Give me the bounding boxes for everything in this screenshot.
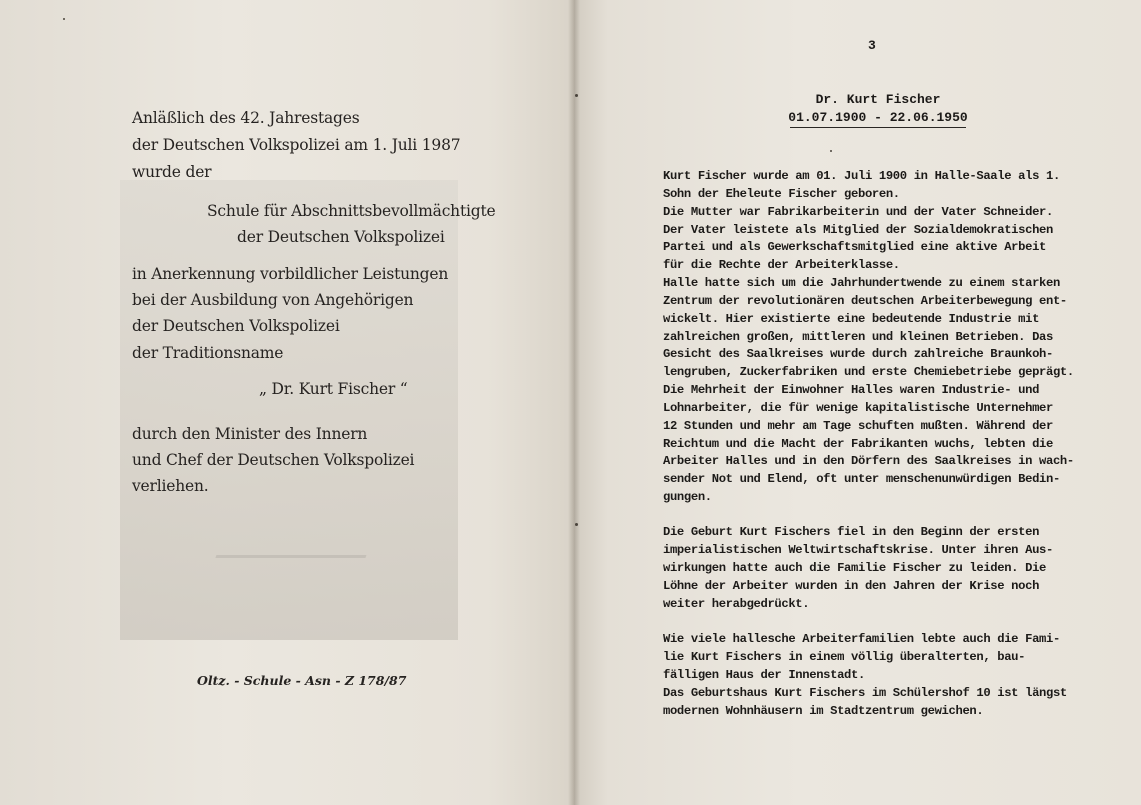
body-line: lie Kurt Fischers in einem völlig überalterten, bau- [663, 650, 1026, 664]
body-line: für die Rechte der Arbeiterklasse. [663, 258, 900, 272]
body-line: Die Mehrheit der Einwohner Halles waren Industrie- und [663, 383, 1040, 397]
body-line: Zentrum der revolutionären deutschen Arbeiterbewegung ent- [663, 294, 1067, 308]
dedication-line: durch den Minister des Innern [132, 425, 368, 443]
body-line: Gesicht des Saalkreises wurde durch zahlreiche Braunkoh- [663, 347, 1053, 361]
body-line: lengruben, Zuckerfabriken und erste Chemiebetriebe geprägt. [663, 365, 1074, 379]
book-gutter [568, 0, 580, 805]
dedication-line: und Chef der Deutschen Volkspolizei [132, 451, 415, 469]
body-line: imperialistischen Weltwirtschaftskrise. Unter ihren Aus- [663, 543, 1053, 557]
body-line: Lohnarbeiter, die für wenige kapitalistische Unternehmer [663, 401, 1053, 415]
dedication-line: wurde der [132, 163, 212, 181]
binding-mark [575, 94, 578, 97]
dedication-line: in Anerkennung vorbildlicher Leistungen [132, 265, 449, 283]
body-line: gungen. [663, 490, 712, 504]
body-line: Reichtum und die Macht der Fabrikanten wuchs, lebten die [663, 437, 1053, 451]
body-line: Die Geburt Kurt Fischers fiel in den Beginn der ersten [663, 525, 1040, 539]
tradition-name: „ Dr. Kurt Fischer “ [259, 380, 408, 398]
dedication-line: der Deutschen Volkspolizei [132, 317, 340, 335]
dedication-line: Anläßlich des 42. Jahrestages [132, 109, 360, 127]
biography-heading [780, 0, 976, 130]
heading-title: Dr. Kurt Fischer [815, 92, 941, 107]
heading-underline [790, 127, 966, 128]
body-line: modernen Wohnhäusern im Stadtzentrum gewichen. [663, 704, 984, 718]
body-line: Sohn der Eheleute Fischer geboren. [663, 187, 900, 201]
body-line: Arbeiter Halles und in den Dörfern des Saalkreises in wach- [663, 454, 1074, 468]
body-line: fälligen Haus der Innenstadt. [663, 668, 865, 682]
print-code: Oltz. - Schule - Asn - Z 178/87 [197, 673, 407, 688]
body-line: Das Geburtshaus Kurt Fischers im Schülershof 10 ist längst [663, 686, 1067, 700]
page-number: 3 [868, 38, 876, 53]
body-line: Der Vater leistete als Mitglied der Sozialdemokratischen [663, 223, 1053, 237]
body-line: 12 Stunden und mehr am Tage schuften mußten. Während der [663, 419, 1053, 433]
heading-dates: 01.07.1900 - 22.06.1950 [788, 110, 968, 125]
body-line: Halle hatte sich um die Jahrhundertwende zu einem starken [663, 276, 1060, 290]
body-line: Wie viele hallesche Arbeiterfamilien lebte auch die Fami- [663, 632, 1060, 646]
paper-speck [830, 150, 832, 152]
body-line: Die Mutter war Fabrikarbeiterin und der Vater Schneider. [663, 205, 1053, 219]
body-line: Partei und als Gewerkschaftsmitglied eine aktive Arbeit [663, 240, 1047, 254]
dedication-line: verliehen. [132, 477, 209, 495]
body-line: Löhne der Arbeiter wurden in den Jahren der Krise noch [663, 579, 1040, 593]
body-line: wickelt. Hier existierte eine bedeutende Industrie mit [663, 312, 1040, 326]
binding-mark [575, 523, 578, 526]
body-line: zahlreichen großen, mittleren und kleinen Betrieben. Das [663, 330, 1053, 344]
body-line: sender Not und Elend, oft unter menschenunwürdigen Bedin- [663, 472, 1060, 486]
school-name-line: Schule für Abschnittsbevollmächtigte [207, 202, 496, 220]
body-line: weiter herabgedrückt. [663, 597, 810, 611]
dedication-line: der Traditionsname [132, 344, 284, 362]
body-line: wirkungen hatte auch die Familie Fischer zu leiden. Die [663, 561, 1047, 575]
school-name-line: der Deutschen Volkspolizei [237, 228, 445, 246]
paper-speck [63, 18, 65, 20]
body-line: Kurt Fischer wurde am 01. Juli 1900 in Halle-Saale als 1. [663, 169, 1060, 183]
dedication-line: bei der Ausbildung von Angehörigen [132, 291, 414, 309]
dedication-line: der Deutschen Volkspolizei am 1. Juli 1987 [132, 136, 461, 154]
show-through-roof [194, 555, 367, 618]
